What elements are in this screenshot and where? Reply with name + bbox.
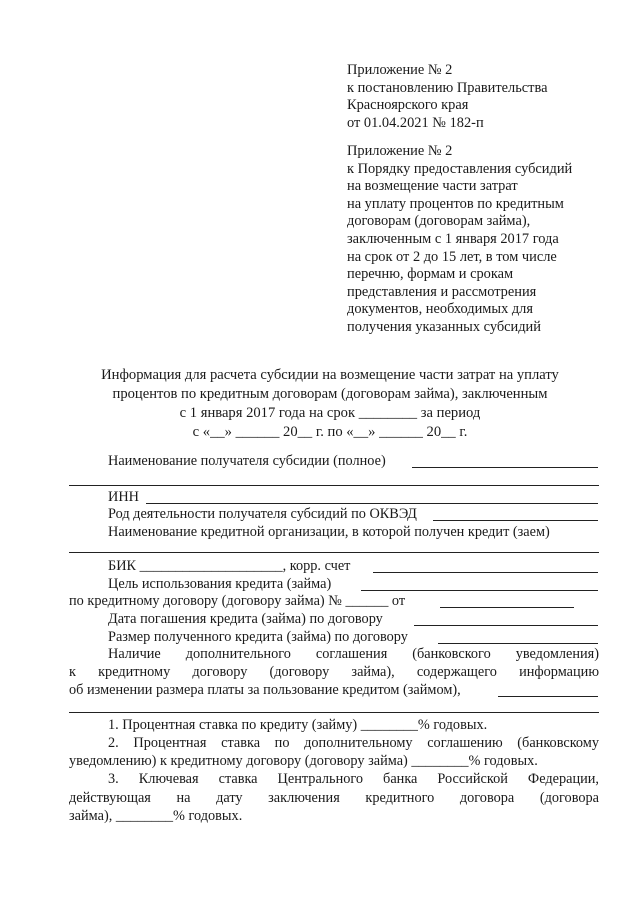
- header-line: к Порядку предоставления субсидий: [347, 160, 573, 177]
- header-line: на возмещение части затрат: [347, 178, 518, 195]
- header-line: к постановлению Правительства: [347, 79, 548, 96]
- recipient-name-label: Наименование получателя субсидии (полное): [108, 453, 386, 469]
- item-interest-rate: 1. Процентная ставка по кредиту (займу) ________% годовых.: [108, 717, 488, 733]
- addl-agreement-line1: Наличие дополнительного соглашения (банковского уведомления): [108, 646, 599, 662]
- okved-label: Род деятельности получателя субсидий по ОКВЭД: [108, 506, 417, 522]
- title-line: процентов по кредитным договорам (договорам займа), заключенным: [112, 386, 548, 402]
- loan-size-field[interactable]: [438, 643, 598, 644]
- inn-label: ИНН: [108, 489, 139, 505]
- title-line: Информация для расчета субсидии на возмещение части затрат на уплату: [101, 367, 559, 383]
- okved-field[interactable]: [433, 520, 598, 521]
- header-line: Красноярского края: [347, 97, 469, 114]
- repay-date-label: Дата погашения кредита (займа) по договору: [108, 611, 383, 627]
- bik-label: БИК ____________________, корр. счет: [108, 558, 351, 574]
- title-line: с «__» ______ 20__ г. по «__» ______ 20__ г.: [192, 424, 468, 440]
- addl-agreement-field[interactable]: [498, 696, 598, 697]
- item-addl-rate-line1: 2. Процентная ставка по дополнительному соглашению (банковскому: [108, 735, 599, 751]
- item-addl-rate-line2: уведомлению) к кредитному договору (договору займа) ________% годовых.: [69, 753, 538, 769]
- header-line: представления и рассмотрения: [347, 283, 537, 300]
- addl-agreement-line2: к кредитному договору (договору займа), содержащего информацию: [69, 664, 599, 680]
- header-line: заключенным с 1 января 2017 года: [347, 230, 559, 247]
- purpose-label: Цель использования кредита (займа): [108, 576, 332, 592]
- credit-org-label: Наименование кредитной организации, в которой получен кредит (заем): [108, 524, 550, 540]
- addl-agreement-line3: об изменении размера платы за пользование кредитом (займом),: [69, 682, 461, 698]
- header-line: договорам (договорам займа),: [347, 213, 531, 230]
- header-line: на срок от 2 до 15 лет, в том числе: [347, 248, 557, 265]
- loan-size-label: Размер полученного кредита (займа) по договору: [108, 629, 408, 645]
- addl-agreement-field-continued[interactable]: [69, 712, 599, 713]
- inn-field[interactable]: [146, 503, 598, 504]
- contract-label: по кредитному договору (договору займа) № ______ от: [69, 593, 406, 609]
- header-line: на уплату процентов по кредитным: [347, 195, 564, 212]
- appendix-header-procedure: [347, 143, 572, 337]
- corr-account-field[interactable]: [373, 572, 598, 573]
- recipient-name-field-continued[interactable]: [69, 485, 599, 486]
- item-key-rate-line3: займа), ________% годовых.: [69, 808, 243, 824]
- title-line: с 1 января 2017 года на срок ________ за период: [179, 405, 481, 421]
- document-title: [60, 366, 600, 442]
- contract-date-field[interactable]: [440, 607, 574, 608]
- item-key-rate-line2: действующая на дату заключения кредитного договора (договора: [69, 790, 599, 806]
- header-line: от 01.04.2021 № 182-п: [347, 114, 484, 131]
- credit-org-field[interactable]: [69, 552, 599, 553]
- repay-date-field[interactable]: [414, 625, 598, 626]
- appendix-header-resolution: [347, 62, 547, 132]
- header-line: Приложение № 2: [347, 62, 453, 78]
- header-line: перечню, формам и срокам: [347, 266, 514, 283]
- header-line: документов, необходимых для: [347, 301, 533, 318]
- item-key-rate-line1: 3. Ключевая ставка Центрального банка Российской Федерации,: [108, 771, 599, 787]
- recipient-name-field[interactable]: [412, 467, 598, 468]
- purpose-field[interactable]: [361, 590, 598, 591]
- header-line: получения указанных субсидий: [347, 318, 541, 335]
- header-line: Приложение № 2: [347, 143, 453, 159]
